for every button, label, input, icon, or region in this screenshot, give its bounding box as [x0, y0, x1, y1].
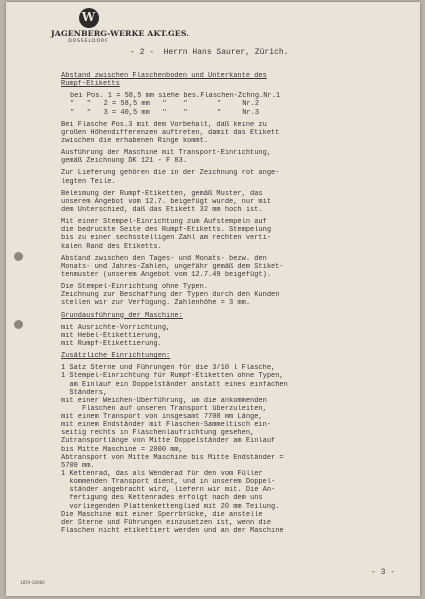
paragraph [61, 312, 411, 320]
text-line: bis Mitte Maschine = 2000 mm, [61, 445, 183, 454]
text-line: kommenden Transport dient, und in unserem Doppel- [61, 478, 276, 487]
text-line: Flaschen nicht etikettiert werden und an der Maschine [61, 527, 284, 536]
text-line: gemäß Zeichnung DK 121 - F 83. [61, 157, 188, 166]
punch-hole [14, 252, 23, 261]
text-line: Beleimung der Rumpf-Etiketten, gemäß Muster, das [61, 189, 263, 198]
text-line: unserem Angebot vom 12.7. beigefügt wurde, nur mit [61, 197, 272, 206]
text-line: die bedruckte Seite des Rumpf-Etiketts. Stempelung [61, 226, 272, 235]
text-line: 1 Kettenrad, das als Wenderad für den vom Füller [61, 470, 263, 479]
logo-emblem: W [79, 8, 99, 28]
paragraph [61, 169, 411, 185]
letter-body [61, 72, 411, 535]
paragraph [61, 149, 411, 165]
text-line: Zur Lieferung gehören die in der Zeichnung rot ange- [61, 169, 280, 178]
letter-page [6, 2, 420, 596]
text-line: großen Höhendifferenzen auftreten, damit das Etikett [61, 128, 280, 137]
text-line: Monats- und Jahres-Zahlen, ungefähr gemäß dem Stiket- [61, 262, 284, 271]
text-line: am Einlauf ein Doppelständer anstatt eines einfachen [61, 380, 288, 389]
text-line: legten Teile. [61, 177, 116, 186]
punch-hole [14, 320, 23, 329]
text-line: seitig rechts in Flaschenlaufrichtung gesehen, [61, 429, 255, 438]
text-line: bei Pos. 1 = 58,5 mm siehe bes.Flaschen-Zchng.Nr.1 [70, 92, 281, 101]
text-line: Rumpf-Etiketts [61, 80, 120, 89]
text-line: stellen wir zur Verfügung. Zahlenhöhe = 3 mm. [61, 299, 251, 308]
company-name: JAGENBERG-WERKE AKT.GES. [51, 29, 190, 38]
text-line: Flaschen auf unseren Transport überzuleiten, [61, 404, 267, 413]
text-line: ständer angebracht wird, liefern wir mit. Die An- [61, 486, 276, 495]
text-line: Bei Flasche Pos.3 mit dem Vorbehalt, daß keine zu [61, 120, 267, 129]
text-line: Abstand zwischen Flaschenboden und Unterkante des [61, 72, 267, 80]
text-line: Die Stempel-Einrichtung ohne Typen. [61, 283, 209, 292]
text-line: kalen Rand des Etiketts. [61, 242, 162, 251]
text-line: mit einer Weichen-Überführung, um die ankommenden [61, 396, 267, 405]
text-line: mit einem Transport von insgesamt 7700 mm Länge, [61, 413, 263, 422]
text-line: 1 Satz Sterne und Führungen für die 3/10 l Flasche, [61, 364, 276, 373]
text-line: 5700 mm. [61, 461, 95, 470]
text-line: Grundausführung der Maschine: [61, 311, 183, 320]
paragraph [61, 190, 411, 214]
text-line: Die Maschine mit einer Sperrbrücke, die anstelle [61, 510, 263, 519]
footer-code: 1859 G0066 [20, 580, 45, 585]
company-logo [51, 8, 190, 44]
text-line: der Sterne und Führungen einzusetzen ist, wenn die [61, 518, 272, 527]
company-city: DÜSSELDORF [68, 39, 109, 44]
paragraph [61, 283, 411, 307]
text-line: fertigung des Kettenrades erfolgt nach dem uns [61, 494, 263, 503]
text-line: Zutransportlänge von Mitte Doppelständer am Einlauf [61, 437, 276, 446]
text-line: mit Rumpf-Etikettierung. [61, 339, 162, 348]
text-line: Ausführung der Maschine mit Transport-Einrichtung, [61, 149, 272, 158]
header-line: - 2 - Herrn Hans Saurer, Zürich. [130, 48, 289, 57]
paragraph [61, 218, 411, 251]
text-line: mit einem Endständer mit Flaschen-Sammeltisch ein- [61, 421, 272, 430]
paragraph [61, 352, 411, 360]
text-line: Mit einer Stempel-Einrichtung zum Aufstempeln auf [61, 218, 267, 227]
text-line: dem Unterschied, daß das Etikett 32 mm hoch ist. [61, 205, 263, 214]
page-number: - 3 - [371, 568, 396, 577]
paragraph [61, 121, 411, 145]
text-line: mit Hebel-Etikettierung, [61, 331, 162, 340]
text-line: 1 Stempel-Einrichtung für Rumpf-Etiketten ohne Typen, [61, 372, 284, 381]
text-line: vorliegenden Plattenkettenglied mit 20 mm Teilung. [61, 502, 280, 511]
paragraph [61, 255, 411, 279]
text-line: Abtransport von Mitte Maschine bis Mitte Endständer = [61, 453, 284, 462]
text-line: bis zu einer sechsstelligen Zahl am rechten verti- [61, 234, 272, 243]
text-line: " " 3 = 40,5 mm " " " Nr.3 [70, 108, 260, 117]
text-line: Abstand zwischen den Tages- und Monats- bezw. den [61, 254, 267, 263]
paragraph [61, 324, 411, 348]
text-line: Zeichnung zur Beschaffung der Typen durch den Kunden [61, 291, 280, 300]
text-line: " " 2 = 58,5 mm " " " Nr.2 [70, 100, 260, 109]
paragraph [61, 72, 411, 88]
paragraph [61, 92, 411, 116]
text-line: Ständers, [61, 388, 108, 397]
text-line: tenmuster (unserem Angebot vom 12.7.49 beigefügt). [61, 270, 272, 279]
paragraph [61, 364, 411, 535]
text-line: zwischen die erhabenen Ringe kommt. [61, 136, 209, 145]
text-line: Zusätzliche Einrichtungen: [61, 352, 171, 361]
text-line: mit Ausrichte-Vorrichtung, [61, 323, 171, 332]
